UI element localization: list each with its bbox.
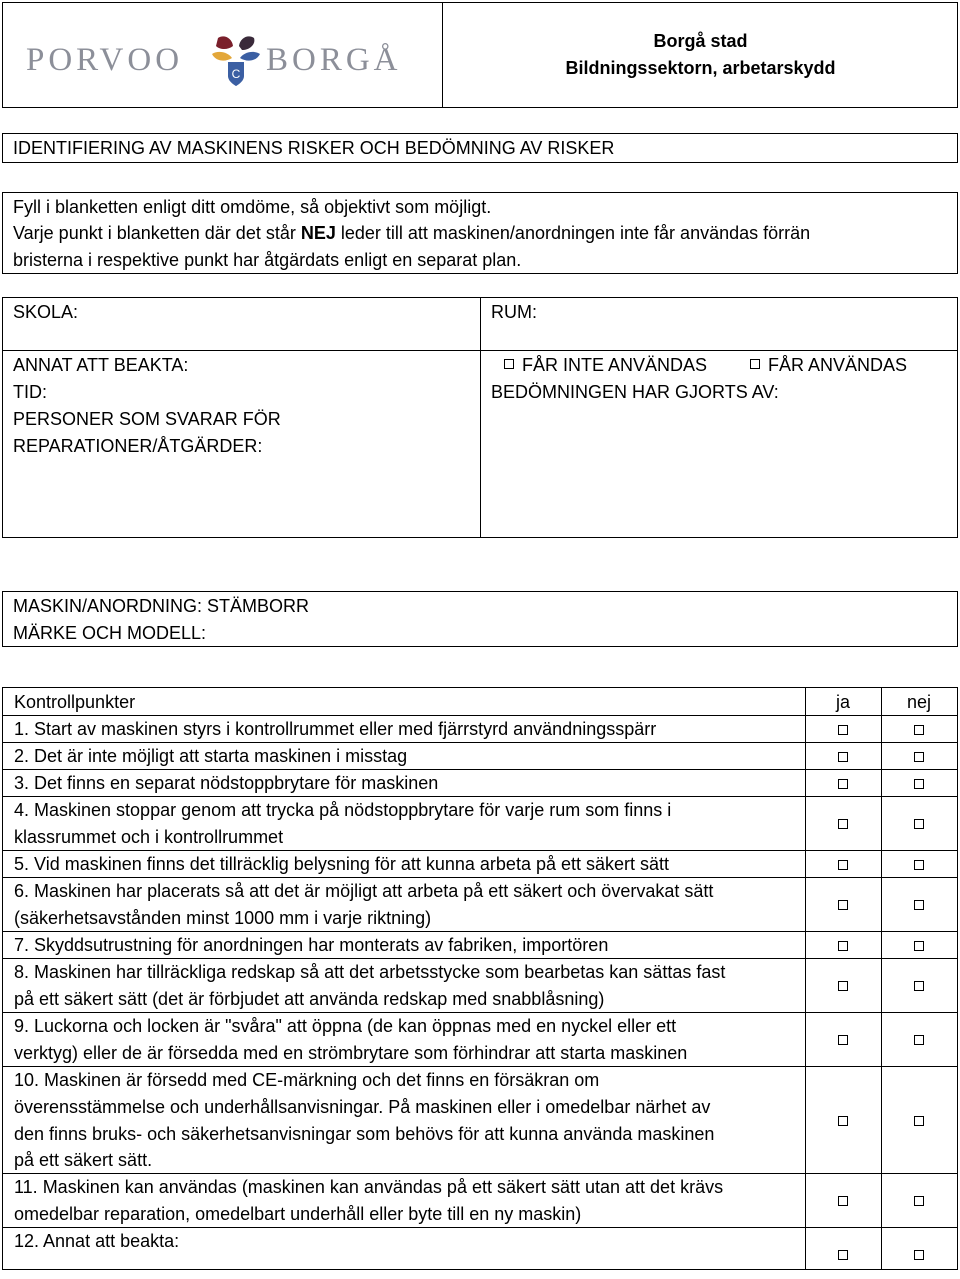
checklist-row [3,716,957,743]
field-rum[interactable]: RUM: [491,302,537,322]
checkbox-ja[interactable] [838,819,848,829]
checklist-row [3,878,957,932]
instructions-line-2-pre: Varje punkt i blanketten där det står [13,223,301,243]
checklist-item-text: 1. Start av maskinen styrs i kontrollrummet eller med fjärrstyrd användningsspärr [14,719,657,739]
column-divider [805,1067,806,1173]
option-far-anvandas[interactable] [750,352,907,379]
field-annat[interactable]: ANNAT ATT BEAKTA: [13,355,189,375]
field-skola[interactable]: SKOLA: [13,302,79,322]
column-header-ja: ja [835,692,850,712]
column-divider [881,878,882,931]
checklist-item-text: 8. Maskinen har tillräckliga redskap så att det arbetsstycke som bearbetas kan sättas fast [14,962,726,982]
checkbox-nej[interactable] [914,941,924,951]
department-name: Bildningssektorn, arbetarskydd [565,58,836,78]
checklist-item-text: 7. Skyddsutrustning för anordningen har monterats av fabriken, importören [14,935,609,955]
checklist-row [3,959,957,1013]
checkbox-ja[interactable] [838,752,848,762]
checkbox-ja[interactable] [838,1196,848,1206]
checklist-row [3,851,957,878]
instructions-line-2 [13,220,810,247]
checklist-item-text: den finns bruks- och säkerhetsanvisningar som behövs för att kunna använda maskinen [14,1123,715,1144]
form-title: IDENTIFIERING AV MASKINENS RISKER OCH BEDÖMNING AV RISKER [13,138,615,158]
checklist-row [3,797,957,851]
checklist-item-text: 4. Maskinen stoppar genom att trycka på nödstoppbrytare för varje rum som finns i [14,800,672,820]
column-divider [805,959,806,1012]
column-divider [805,1174,806,1227]
instructions-line-1: Fyll i blanketten enligt ditt omdöme, så objektivt som möjligt. [13,197,492,217]
field-tid[interactable]: TID: [13,382,47,402]
checkbox-nej[interactable] [914,752,924,762]
checkbox-nej[interactable] [914,1116,924,1126]
column-divider [881,932,882,958]
column-divider [881,1174,882,1227]
column-divider [881,1228,882,1269]
checkbox-nej[interactable] [914,725,924,735]
column-divider [881,743,882,769]
field-personer-line-2: REPARATIONER/ÅTGÄRDER: [13,436,263,456]
column-divider [881,959,882,1012]
checklist-row [3,743,957,770]
checkbox-far-anvandas[interactable] [750,359,760,369]
field-personer-line-1[interactable]: PERSONER SOM SVARAR FÖR [13,409,281,429]
checkbox-nej[interactable] [914,900,924,910]
column-divider [881,797,882,850]
field-bedomning[interactable]: BEDÖMNINGEN HAR GJORTS AV: [491,382,779,402]
column-divider [805,770,806,796]
checkbox-ja[interactable] [838,941,848,951]
checklist-item-text: 3. Det finns en separat nödstoppbrytare för maskinen [14,773,439,793]
label-far-anvandas: FÅR ANVÄNDAS [768,355,908,375]
checklist-item-text: överensstämmelse och underhållsanvisningar. På maskinen eller i omedelbar närhet av [14,1096,711,1117]
svg-text:C: C [231,67,241,81]
info-col-divider [480,297,481,538]
checklist-row [3,1067,957,1174]
checkbox-ja[interactable] [838,1116,848,1126]
column-divider [805,1013,806,1066]
column-divider [881,851,882,877]
checkbox-nej[interactable] [914,819,924,829]
checkbox-ja[interactable] [838,900,848,910]
checkbox-ja[interactable] [838,1250,848,1260]
column-divider [805,932,806,958]
column-divider [805,851,806,877]
checkbox-ja[interactable] [838,725,848,735]
checklist-header-label: Kontrollpunkter [14,692,136,712]
machine-name: MASKIN/ANORDNING: STÄMBORR [13,596,310,616]
logo-text-porvoo: PORVOO [26,42,184,78]
instructions-line-2-post: leder till att maskinen/anordningen inte får användas förrän [335,223,811,243]
checkbox-ja[interactable] [838,981,848,991]
checklist-row [3,932,957,959]
checklist-item-text: 9. Luckorna och locken är "svåra" att öppna (de kan öppnas med en nyckel eller ett [14,1016,677,1036]
column-divider [805,1228,806,1269]
checkbox-nej[interactable] [914,1035,924,1045]
instructions-line-3: bristerna i respektive punkt har åtgärdats enligt en separat plan. [13,250,522,270]
column-divider [881,716,882,742]
label-far-inte-anvandas: FÅR INTE ANVÄNDAS [522,355,708,375]
column-divider [805,797,806,850]
checklist-row [3,1174,957,1228]
checkbox-nej[interactable] [914,1250,924,1260]
checklist-item-text: på ett säkert sätt (det är förbjudet att använda redskap med snabblåsning) [14,988,605,1009]
logo-emblem-icon [206,32,266,88]
checklist-row [3,1228,957,1269]
checklist-item-text: 6. Maskinen har placerats så att det är möjligt att arbeta på ett säkert och övervakat sätt [14,881,714,901]
column-divider [805,878,806,931]
checklist-row [3,770,957,797]
column-divider [881,1067,882,1173]
machine-brand[interactable]: MÄRKE OCH MODELL: [13,623,207,643]
checklist-item-text: klassrummet och i kontrollrummet [14,826,284,847]
org-name: Borgå stad [653,31,748,51]
checklist-item-text: 12. Annat att beakta: [14,1231,180,1251]
checklist-table [2,687,958,1270]
column-header-nej: nej [906,692,932,712]
checkbox-ja[interactable] [838,1035,848,1045]
checklist-item-text: omedelbar reparation, omedelbart underhåll eller byte till en ny maskin) [14,1203,582,1224]
column-divider [881,770,882,796]
checkbox-nej[interactable] [914,860,924,870]
column-divider [881,1013,882,1066]
option-far-inte-anvandas[interactable] [504,352,707,379]
instructions-nej-bold: NEJ [300,223,336,243]
logo [26,32,426,88]
checklist-header-row [3,688,957,716]
checklist-row [3,1013,957,1067]
checkbox-ja[interactable] [838,860,848,870]
checklist-item-text: 2. Det är inte möjligt att starta maskinen i misstag [14,746,408,766]
checklist-item-text: 11. Maskinen kan användas (maskinen kan användas på ett säkert sätt utan att det krävs [14,1177,724,1197]
checklist-item-text: verktyg) eller de är försedda med en strömbrytare som förhindrar att starta maskinen [14,1042,688,1063]
column-divider [805,743,806,769]
checklist-item-text: 5. Vid maskinen finns det tillräcklig belysning för att kunna arbeta på ett säkert sätt [14,854,670,874]
header-title [443,28,958,82]
checkbox-far-inte-anvandas[interactable] [504,359,514,369]
info-row-divider [2,350,958,351]
checklist-item-text: (säkerhetsavstånden minst 1000 mm i varje riktning) [14,907,432,928]
checklist-item-text: 10. Maskinen är försedd med CE-märkning och det finns en försäkran om [14,1070,600,1090]
checkbox-nej[interactable] [914,981,924,991]
column-divider [805,716,806,742]
logo-text-borga: BORGÅ [266,42,402,78]
checklist-item-text: på ett säkert sätt. [14,1150,153,1171]
checkbox-nej[interactable] [914,779,924,789]
checkbox-ja[interactable] [838,779,848,789]
checkbox-nej[interactable] [914,1196,924,1206]
